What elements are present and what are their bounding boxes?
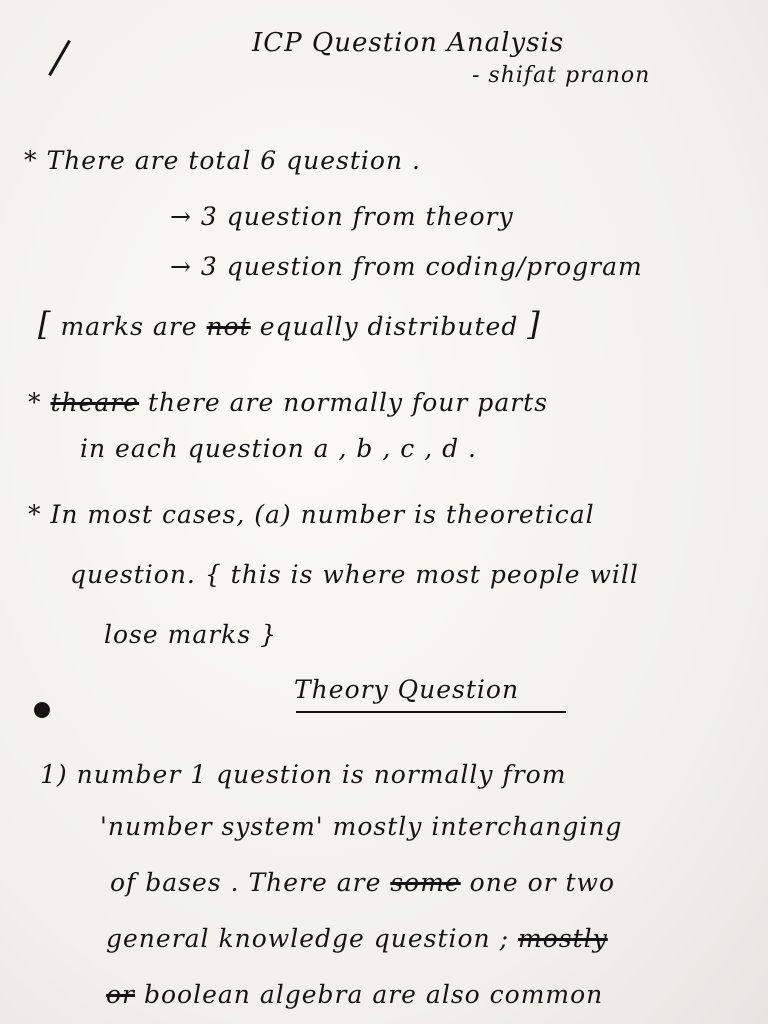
note-text: of bases . There are — [110, 868, 382, 897]
note-line-8: question. { this is where most people will — [70, 560, 639, 589]
struck-word: theare — [50, 388, 140, 417]
note-line-5 — [28, 388, 548, 417]
note-line-2 — [170, 202, 514, 231]
note-line-4 — [38, 305, 541, 343]
arrow-icon: → — [170, 252, 192, 281]
note-text: there are normally four parts — [148, 388, 549, 417]
note-line-13 — [106, 924, 608, 953]
ink-blot-star — [34, 702, 50, 718]
page-title: ICP Question Analysis — [252, 28, 565, 58]
note-text: 3 question from theory — [200, 202, 514, 231]
section-heading: Theory Question — [294, 675, 520, 704]
note-text: There are total 6 question . — [46, 146, 421, 175]
bullet-star: * — [24, 146, 38, 175]
struck-word: some — [390, 868, 461, 897]
note-line-10: 1) number 1 question is normally from — [40, 760, 567, 789]
struck-word: or — [106, 980, 136, 1009]
note-line-9: lose marks } — [104, 620, 278, 649]
bullet-star: * — [28, 500, 42, 529]
note-text: marks are — [60, 312, 198, 341]
pen-slash-mark — [48, 40, 71, 76]
note-text: equally distributed — [259, 312, 519, 341]
bullet-star: * — [28, 388, 42, 417]
close-bracket: ] — [527, 305, 541, 343]
note-line-14 — [106, 980, 603, 1009]
note-line-12 — [110, 868, 615, 897]
note-line-3 — [170, 252, 643, 281]
note-text: one or two — [469, 868, 616, 897]
note-line-7 — [28, 500, 595, 529]
struck-word: not — [206, 312, 251, 341]
heading-underline — [296, 711, 566, 713]
note-line-11: 'number system' mostly interchanging — [100, 812, 623, 841]
note-text: In most cases, (a) number is theoretical — [50, 500, 595, 529]
arrow-icon: → — [170, 202, 192, 231]
note-line-6: in each question a , b , c , d . — [80, 434, 477, 463]
struck-word: mostly — [517, 924, 608, 953]
author-line: - shifat pranon — [472, 63, 651, 88]
note-line-1 — [24, 146, 421, 175]
note-text: boolean algebra are also common — [143, 980, 604, 1009]
note-text: general knowledge question ; — [106, 924, 510, 953]
note-text: 3 question from coding/program — [200, 252, 643, 281]
open-bracket: [ — [38, 305, 52, 343]
